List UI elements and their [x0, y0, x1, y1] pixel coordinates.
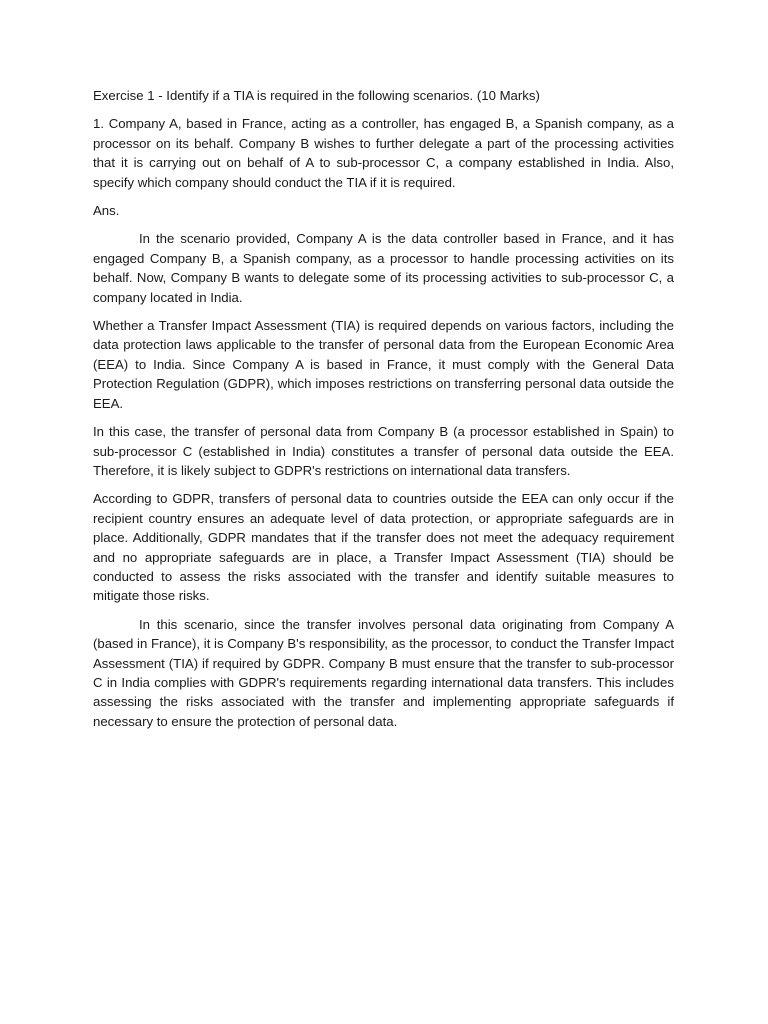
answer-paragraph-5: In this scenario, since the transfer involves personal data originating from Company A (based in France), it is Company B's responsibility, as the processor, to conduct the Transfer Impact Assessment (TIA) if required by GDPR. Company B must ensure that the transfer to sub-processor C in India complies with GDPR's requirements regarding international data transfers. This includes assessing the risks associated with the transfer and implementing appropriate safeguards if necessary to ensure the protection of personal data.: [93, 616, 674, 729]
answer-paragraph-2: Whether a Transfer Impact Assessment (TIA) is required depends on various factors, including the data protection laws applicable to the transfer of personal data from the European Economic Area (EEA) to India. Since Company A is based in France, it must comply with the General Data Protection Regulation (GDPR), which imposes restrictions on transferring personal data outside the EEA.: [93, 318, 674, 411]
answer-paragraph-1: In the scenario provided, Company A is the data controller based in France, and it has engaged Company B, a Spanish company, as a processor to handle processing activities on its behalf. Now, Company B wants to delegate some of its processing activities to sub-processor C, a company located in India.: [93, 231, 674, 305]
answer-paragraph-4: According to GDPR, transfers of personal data to countries outside the EEA can only occur if the recipient country ensures an adequate level of data protection, or appropriate safeguards are in place. Additionally, GDPR mandates that if the transfer does not meet the adequacy requirement and no appropriate safeguards are in place, a Transfer Impact Assessment (TIA) should be conducted to assess the risks associated with the transfer and identify suitable measures to mitigate those risks.: [93, 491, 674, 604]
answer-label: Ans.: [93, 203, 120, 219]
answer-paragraph-3: In this case, the transfer of personal data from Company B (a processor established in Spain) to sub-processor C (established in India) constitutes a transfer of personal data outside the EEA. Therefore, it is likely subject to GDPR's restrictions on international data transfers.: [93, 424, 674, 478]
question-text: 1. Company A, based in France, acting as a controller, has engaged B, a Spanish company, as a processor on its behalf. Company B wishes to further delegate a part of the processing activities that it is carrying out on behalf of A to sub-processor C, a company established in India. Also, specify which company should conduct the TIA if it is required.: [93, 116, 674, 190]
exercise-heading: Exercise 1 - Identify if a TIA is required in the following scenarios. (10 Marks): [93, 88, 540, 103]
